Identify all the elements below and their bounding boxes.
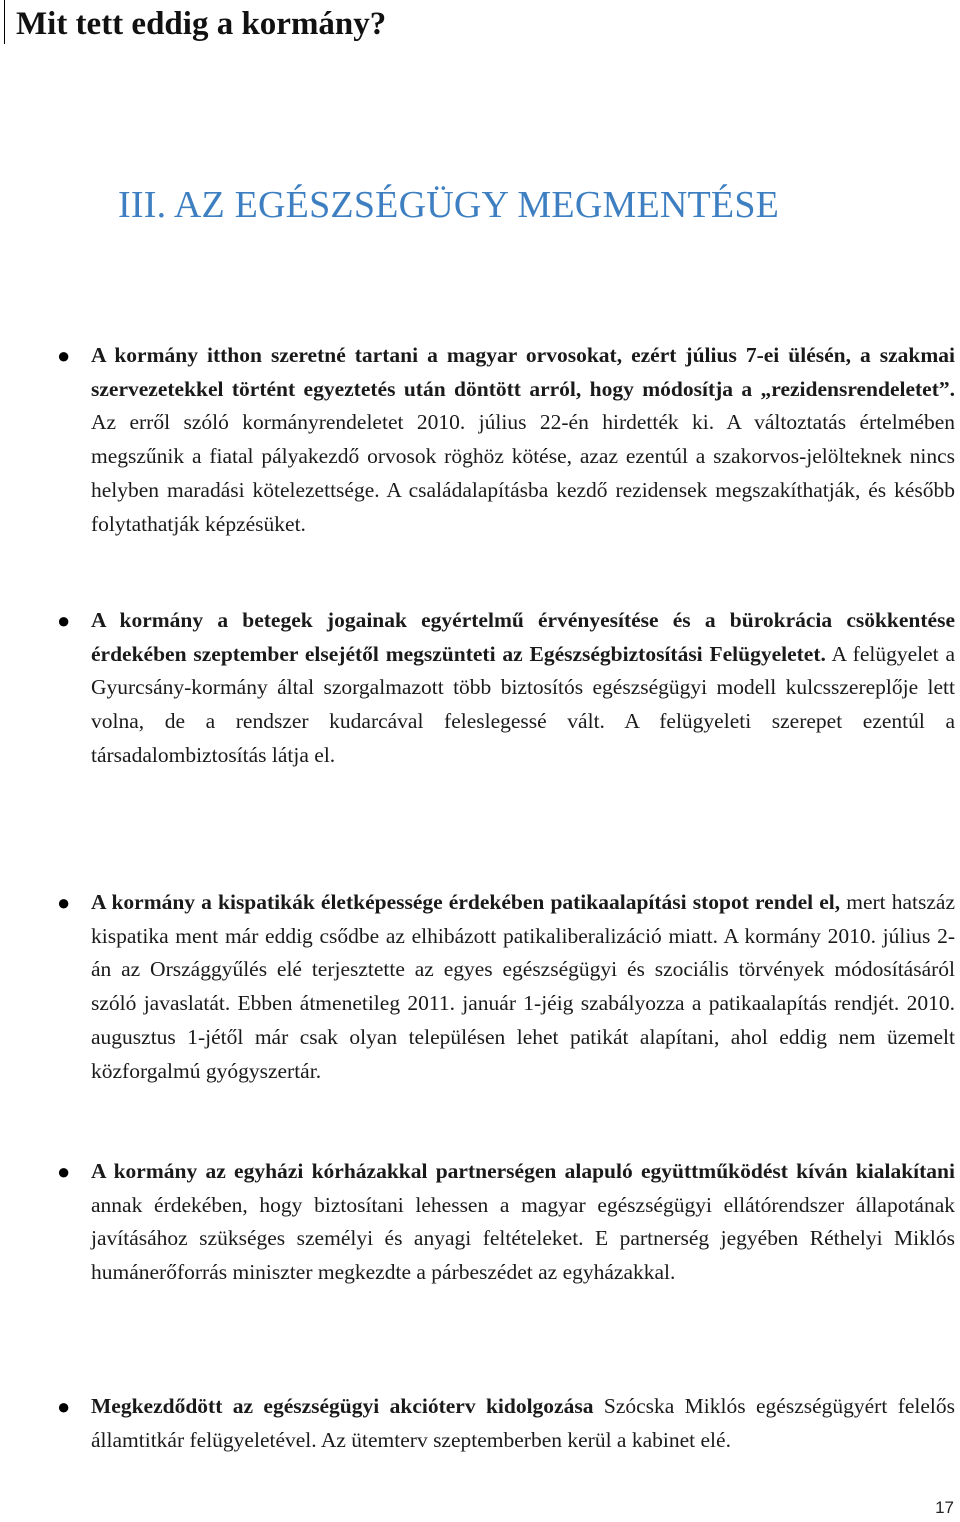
list-item [57,1155,955,1290]
bullet-icon: ● [57,890,71,915]
margin-rule [4,0,5,44]
item-bold-text: A kormány a kispatikák életképessége érdekében patikaalapítási stopot rendel el, [91,890,841,914]
list-item [57,886,955,1088]
item-body-text: mert hatszáz kispatika ment már eddig csődbe az elhibázott patikaliberalizáció miatt. A kormány 2010. július 2-án az Országgyűlés elé terjesztette az egyes egészségügyi és szociális törvények módosításáról szóló javaslatát. Ebben átmenetileg 2011. január 1-jéig szabályozza a patikaalapítás rendjét. 2010. augusztus 1-jétől már csak olyan településen lehet patikát alapítani, ahol eddig nem üzemelt közforgalmú gyógyszertár. [91,890,955,1083]
list-item [57,1390,955,1457]
item-body-text: annak érdekében, hogy biztosítani lehessen a magyar egészségügyi ellátórendszer állapotának javításához szükséges személyi és anyagi feltételeket. E partnerség jegyében Réthelyi Miklós humánerőforrás miniszter megkezdte a párbeszédet az egyházakkal. [91,1192,955,1285]
item-bold-text: A kormány az egyházi kórházakkal partnerségen alapuló együttműködést kíván kialakítani [91,1159,955,1183]
bullet-icon: ● [57,1159,71,1184]
list-item [57,339,955,541]
item-body-text: A felügyelet a Gyurcsány-kormány által szorgalmazott több biztosítós egészségügyi modell kulcsszereplője lett volna, de a rendszer kudarcával feleslegessé vált. A felügyeleti szerepet ezentúl a társadalombiztosítás látja el. [91,641,956,767]
page-header-title: Mit tett eddig a kormány? [16,6,387,42]
item-body-text: Szócska Miklós egészségügyért felelős államtitkár felügyeletével. Az ütemterv szeptemberben kerül a kabinet elé. [91,1394,955,1452]
bullet-icon: ● [57,608,71,633]
section-title: III. AZ EGÉSZSÉGÜGY MEGMENTÉSE [118,184,780,226]
bullet-icon: ● [57,343,71,368]
list-item [57,604,956,773]
bullet-icon: ● [57,1394,71,1419]
item-body-text: Az erről szóló kormányrendeletet 2010. július 22-én hirdették ki. A változtatás értelmében megszűnik a fiatal pályakezdő orvosok röghöz kötése, azaz ezentúl a szakorvos-jelölteknek nincs helyben maradási kötelezettsége. A családalapításba kezdő rezidensek megszakíthatják, és később folytathatják képzésüket. [91,410,955,536]
item-bold-text: A kormány itthon szeretné tartani a magyar orvosokat, ezért július 7-ei ülésén, a szakmai szervezetekkel történt egyeztetés után döntött arról, hogy módosítja a „rezidensrendeletet”. [91,343,955,401]
page-number: 17 [935,1498,954,1517]
item-bold-text: Megkezdődött az egészségügyi akcióterv kidolgozása [91,1394,594,1418]
item-bold-text: A kormány a betegek jogainak egyértelmű érvényesítése és a bürokrácia csökkentése érdekében szeptember elsejétől megszünteti az Egészségbiztosítási Felügyeletet. [91,608,955,666]
